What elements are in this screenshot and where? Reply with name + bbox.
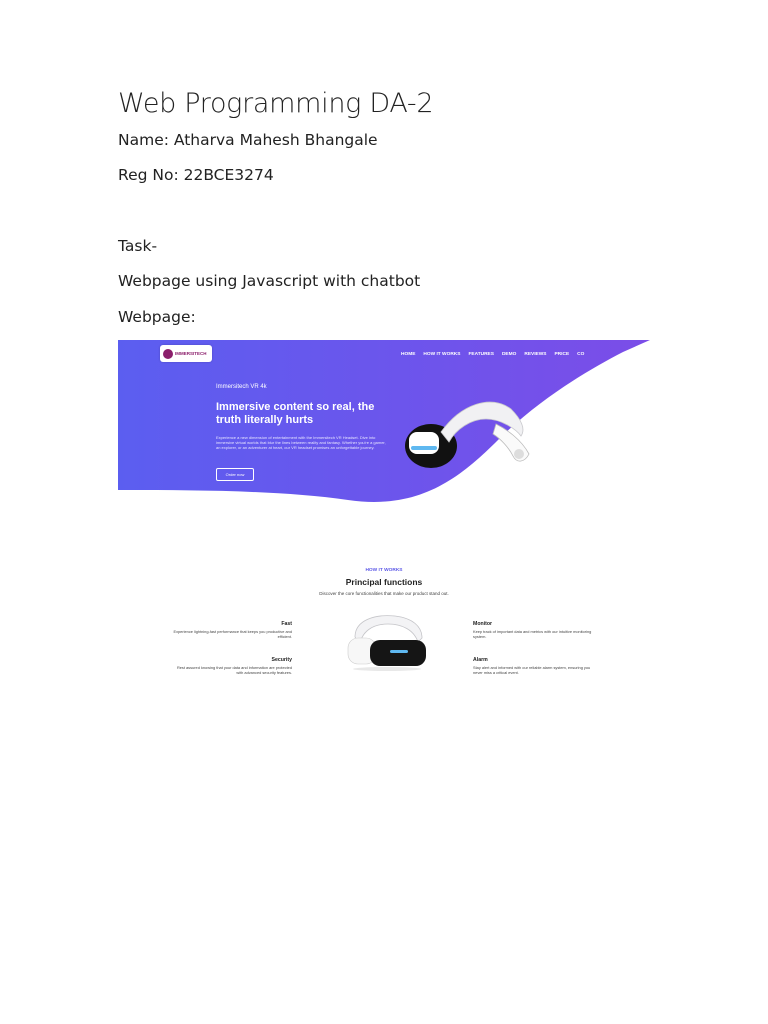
feature-monitor [473,621,593,639]
name-line: Name: Atharva Mahesh Bhangale [118,131,378,149]
feature-desc: Experience lightning-fast performance that keeps you productive and efficient. [173,629,292,639]
nav-demo[interactable]: DEMO [501,352,517,357]
feature-fast [172,621,292,639]
top-nav [401,352,584,357]
feature-security [172,657,292,675]
nav-home[interactable]: HOME [401,352,416,357]
doc-title: Web Programming DA-2 [118,88,434,119]
nav-price[interactable]: PRICE [554,352,570,357]
feature-title: Security [271,657,292,663]
vr-headset-front-image [340,612,430,672]
feature-desc: Stay alert and informed with our reliable alarm system, ensuring you never miss a critical event. [473,665,591,675]
brand-logo[interactable] [160,345,212,362]
feature-alarm [473,657,593,675]
hero-headline: Immersive content so real, the truth literally hurts [216,401,375,426]
hero-subtitle: Immersitech VR 4k [216,384,267,390]
hero-text: Experience a new dimension of entertainment with the Immersitech VR Headset. Dive into immersive virtual worlds that blur the lines between reality and fantasy. Whether you're a gamer, an explorer, or an adventurer at heart, our VR headset promises an unforgettable journey. [216,435,386,451]
logo-text: IMMERSITECH [175,351,207,356]
order-now-button[interactable]: Order now [216,468,254,481]
logo-mark-icon [163,349,173,359]
webpage-label: Webpage: [118,308,196,326]
how-it-works-label: HOW IT WORKS [365,568,403,573]
feature-title: Alarm [473,657,488,663]
principal-functions-title: Principal functions [345,577,423,587]
nav-how-it-works[interactable]: HOW IT WORKS [423,352,461,357]
nav-reviews[interactable]: REVIEWS [524,352,547,357]
nav-features[interactable]: FEATURES [468,352,494,357]
feature-desc: Keep track of important data and metrics with our intuitive monitoring system. [473,629,592,639]
feature-title: Monitor [473,621,493,627]
reg-line: Reg No: 22BCE3274 [118,166,274,184]
nav-contact[interactable]: CO [577,352,585,357]
task-description: Webpage using Javascript with chatbot [118,272,421,290]
feature-title: Fast [281,621,292,627]
vr-headset-image [401,384,541,474]
how-subtitle: Discover the core functionalities that make our product stand out. [319,591,449,596]
feature-desc: Rest assured knowing that your data and information are protected with advanced security features. [176,665,292,675]
webpage-screenshot [118,340,650,720]
task-label: Task- [118,237,158,255]
